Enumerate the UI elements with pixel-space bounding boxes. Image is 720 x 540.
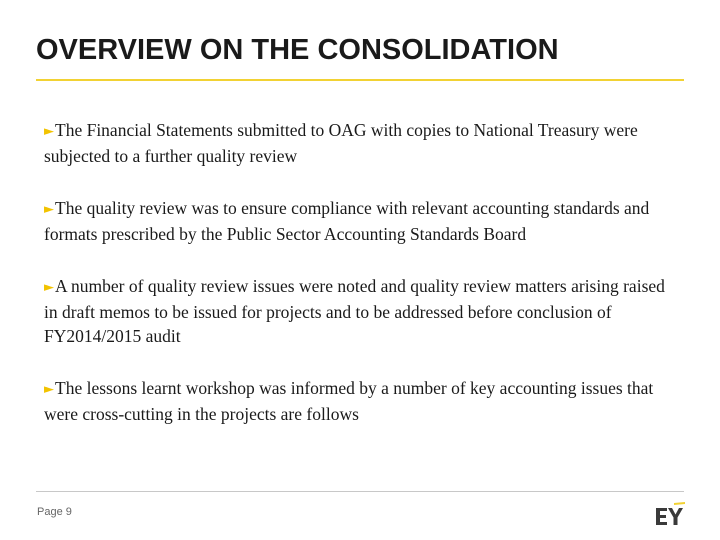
bullet-list	[44, 118, 674, 454]
bullet-arrow-icon: ►	[44, 124, 54, 139]
logo-beam	[674, 502, 685, 505]
bullet-text: The lessons learnt workshop was informed by a number of key accounting issues that were cross-cutting in the projects are follows	[44, 378, 654, 424]
title-underline	[36, 79, 684, 81]
page-number: Page 9	[37, 506, 72, 518]
logo-letter-y	[668, 508, 683, 525]
footer-divider	[36, 491, 684, 492]
bullet-arrow-icon: ►	[44, 382, 54, 397]
bullet-item	[44, 274, 674, 348]
bullet-text: The quality review was to ensure compliance with relevant accounting standards and formats prescribed by the Public Sector Accounting Standards Board	[44, 198, 650, 244]
bullet-text: A number of quality review issues were noted and quality review matters arising raised in draft memos to be issued for projects and to be addressed before conclusion of FY2014/2015 audit	[44, 276, 665, 346]
bullet-arrow-icon: ►	[44, 202, 54, 217]
ey-logo-icon	[654, 502, 686, 526]
bullet-item	[44, 118, 674, 168]
bullet-item	[44, 196, 674, 246]
slide-title: OVERVIEW ON THE CONSOLIDATION	[36, 34, 559, 66]
bullet-item	[44, 376, 674, 426]
bullet-text: The Financial Statements submitted to OAG with copies to National Treasury were subjected to a further quality review	[44, 120, 638, 166]
logo-letter-e	[656, 508, 667, 525]
bullet-arrow-icon: ►	[44, 280, 54, 295]
